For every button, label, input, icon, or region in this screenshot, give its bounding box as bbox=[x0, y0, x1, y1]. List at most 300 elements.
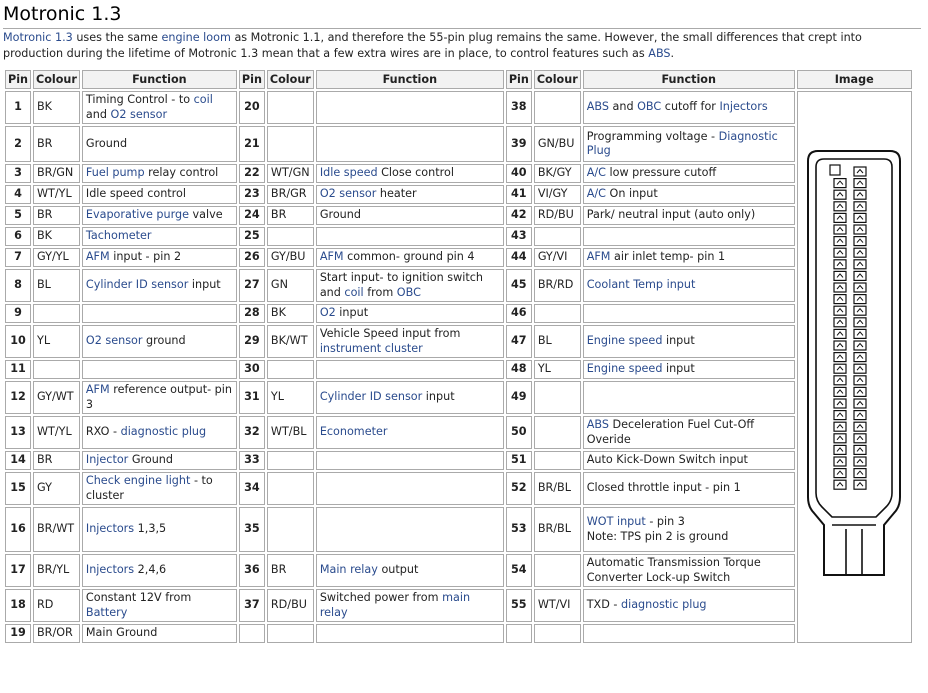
pin-function bbox=[82, 227, 237, 246]
pin-cavity bbox=[834, 457, 846, 466]
intro-paragraph: Motronic 1.3 uses the same engine loom as Motronic 1.1, and therefore the 55-pin plug remains the same. However, the small differences that crept into production during the lifetime of Motronic 1.3 mean that a few extra wires are in place, to control features such as ABS. bbox=[3, 31, 862, 60]
pin-number: 52 bbox=[506, 472, 532, 505]
pin-cavity bbox=[854, 283, 866, 292]
pin-function bbox=[583, 269, 795, 302]
pin-cavity bbox=[834, 318, 846, 327]
pin-cavity bbox=[854, 167, 866, 176]
pin-number: 55 bbox=[506, 589, 532, 622]
table-row bbox=[5, 304, 912, 323]
pin-number: 24 bbox=[239, 206, 265, 225]
wire-colour: BR/OR bbox=[33, 624, 80, 643]
pin-cavity bbox=[854, 190, 866, 199]
pin-number: 28 bbox=[239, 304, 265, 323]
pin-cavity bbox=[854, 468, 866, 477]
wiki-link[interactable]: Injector bbox=[85, 453, 129, 467]
pin-number: 8 bbox=[5, 269, 31, 302]
pin-function bbox=[316, 624, 504, 643]
pin-number bbox=[239, 624, 265, 643]
pin-cavity bbox=[834, 399, 846, 408]
wire-colour: BR bbox=[267, 206, 314, 225]
connector-key bbox=[830, 165, 840, 175]
wiki-link[interactable]: main relay bbox=[319, 591, 471, 619]
wiki-link[interactable]: A/C bbox=[586, 187, 606, 201]
pin-cavity bbox=[854, 480, 866, 489]
wiki-link[interactable]: diagnostic plug bbox=[120, 425, 207, 439]
wire-colour: BR bbox=[33, 206, 80, 225]
wire-colour bbox=[267, 624, 314, 643]
wiki-link[interactable]: Engine speed bbox=[586, 362, 663, 376]
wire-colour bbox=[534, 381, 581, 414]
pin-cavity bbox=[834, 434, 846, 443]
pin-cavity bbox=[854, 422, 866, 431]
pin-cavity bbox=[834, 352, 846, 361]
wiki-link[interactable]: Engine speed bbox=[586, 334, 663, 348]
pin-number: 1 bbox=[5, 91, 31, 124]
pin-function bbox=[316, 416, 504, 449]
pin-number: 47 bbox=[506, 325, 532, 358]
pin-cavity bbox=[834, 306, 846, 315]
table-row bbox=[5, 554, 912, 587]
pin-cavity bbox=[834, 410, 846, 419]
wiki-link[interactable]: AFM bbox=[85, 383, 110, 396]
pin-function: WOT input - pin 3 Note: TPS pin 2 is ground bbox=[583, 507, 795, 552]
table-row bbox=[5, 206, 912, 225]
pin-cavity bbox=[854, 178, 866, 187]
table-row bbox=[5, 185, 912, 204]
table-row bbox=[5, 416, 912, 449]
pin-cavity bbox=[854, 434, 866, 443]
wiki-link[interactable]: Econometer bbox=[319, 425, 388, 439]
wiki-link[interactable]: ABS bbox=[586, 418, 609, 431]
pin-cavity bbox=[834, 178, 846, 187]
pin-number: 17 bbox=[5, 554, 31, 587]
wire-colour: YL bbox=[267, 381, 314, 414]
pin-number: 15 bbox=[5, 472, 31, 505]
wiki-link[interactable]: ABS bbox=[648, 46, 671, 60]
wiki-link[interactable]: Injectors bbox=[85, 522, 135, 536]
wire-colour: BK bbox=[267, 304, 314, 323]
pin-cavity bbox=[834, 271, 846, 280]
pin-function: Injector Ground bbox=[82, 451, 237, 470]
pin-number: 34 bbox=[239, 472, 265, 505]
wire-colour bbox=[267, 91, 314, 124]
connector-pinout-drawing bbox=[804, 145, 904, 585]
wire-colour bbox=[534, 91, 581, 124]
pin-number: 51 bbox=[506, 451, 532, 470]
pin-number bbox=[506, 624, 532, 643]
pin-function: Main relay output bbox=[316, 554, 504, 587]
table-row bbox=[5, 472, 912, 505]
wiki-link[interactable]: O2 bbox=[319, 306, 336, 320]
pin-cavity bbox=[834, 341, 846, 350]
pin-function: Programming voltage - Diagnostic Plug bbox=[583, 126, 795, 162]
pin-cavity bbox=[854, 248, 866, 257]
wiki-link[interactable]: coil bbox=[193, 93, 213, 106]
wiki-link[interactable]: diagnostic plug bbox=[620, 598, 707, 612]
wire-colour: GY/VI bbox=[534, 248, 581, 267]
header-colour: Colour bbox=[33, 70, 80, 89]
wire-colour: BR/GR bbox=[267, 185, 314, 204]
pin-function bbox=[316, 227, 504, 246]
pin-number: 32 bbox=[239, 416, 265, 449]
wire-colour: GN bbox=[267, 269, 314, 302]
pin-cavity bbox=[834, 387, 846, 396]
wire-colour: GY/YL bbox=[33, 248, 80, 267]
wire-colour bbox=[33, 360, 80, 379]
header-colour: Colour bbox=[534, 70, 581, 89]
wire-colour bbox=[267, 360, 314, 379]
wiki-link[interactable]: Cylinder ID sensor bbox=[319, 390, 423, 404]
pin-cavity bbox=[834, 225, 846, 234]
wiki-link[interactable]: Cylinder ID sensor bbox=[85, 278, 189, 292]
header-pin: Pin bbox=[506, 70, 532, 89]
pin-cavity bbox=[834, 480, 846, 489]
wire-colour bbox=[267, 126, 314, 162]
pin-function: Injectors 1,3,5 bbox=[82, 507, 237, 552]
wiki-link[interactable]: Check engine light bbox=[85, 474, 191, 487]
pin-function: Fuel pump relay control bbox=[82, 164, 237, 183]
pin-function: Auto Kick-Down Switch input bbox=[583, 451, 795, 470]
page-title: Motronic 1.3 bbox=[3, 2, 921, 29]
pin-function: Check engine light - to cluster bbox=[82, 472, 237, 505]
header-colour: Colour bbox=[267, 70, 314, 89]
wiki-link[interactable]: AFM bbox=[586, 250, 611, 264]
pin-number: 37 bbox=[239, 589, 265, 622]
pin-function bbox=[316, 451, 504, 470]
table-row bbox=[5, 589, 912, 622]
pin-cavity bbox=[834, 364, 846, 373]
wire-colour bbox=[267, 451, 314, 470]
wire-colour: GY/WT bbox=[33, 381, 80, 414]
pin-function bbox=[316, 507, 504, 552]
wire-colour: WT/BL bbox=[267, 416, 314, 449]
pin-number: 31 bbox=[239, 381, 265, 414]
pin-cavity bbox=[834, 422, 846, 431]
pin-number: 11 bbox=[5, 360, 31, 379]
wire-colour bbox=[534, 416, 581, 449]
wire-colour: BK/WT bbox=[267, 325, 314, 358]
wire-colour: WT/YL bbox=[33, 416, 80, 449]
pin-cavity bbox=[854, 399, 866, 408]
wire-colour bbox=[534, 227, 581, 246]
wire-colour: BR/BL bbox=[534, 472, 581, 505]
pin-number: 13 bbox=[5, 416, 31, 449]
wire-colour: BR/WT bbox=[33, 507, 80, 552]
pin-function: ABS and OBC cutoff for Injectors bbox=[583, 91, 795, 124]
pin-cavity bbox=[854, 329, 866, 338]
pin-cavity bbox=[854, 376, 866, 385]
wiki-link[interactable]: engine loom bbox=[161, 31, 231, 44]
pin-number: 6 bbox=[5, 227, 31, 246]
wiki-link[interactable]: A/C bbox=[586, 166, 606, 180]
pin-number: 21 bbox=[239, 126, 265, 162]
pin-number: 46 bbox=[506, 304, 532, 323]
pin-function bbox=[316, 360, 504, 379]
header-pin: Pin bbox=[5, 70, 31, 89]
pin-cavity bbox=[834, 202, 846, 211]
pin-number: 43 bbox=[506, 227, 532, 246]
pin-cavity bbox=[834, 329, 846, 338]
wire-colour bbox=[534, 451, 581, 470]
wire-colour: YL bbox=[33, 325, 80, 358]
pin-function bbox=[82, 304, 237, 323]
wiki-link[interactable]: AFM bbox=[319, 250, 344, 264]
wire-colour: BR/YL bbox=[33, 554, 80, 587]
wiki-link[interactable]: coil bbox=[344, 285, 364, 299]
wire-colour bbox=[267, 472, 314, 505]
pin-number: 26 bbox=[239, 248, 265, 267]
wire-colour: BL bbox=[33, 269, 80, 302]
wire-colour: RD bbox=[33, 589, 80, 622]
table-row bbox=[5, 507, 912, 552]
wiki-link[interactable]: WOT input bbox=[586, 515, 646, 528]
pin-number: 3 bbox=[5, 164, 31, 183]
pin-function: A/C On input bbox=[583, 185, 795, 204]
wire-colour: WT/YL bbox=[33, 185, 80, 204]
pin-cavity bbox=[854, 352, 866, 361]
wire-colour: RD/BU bbox=[267, 589, 314, 622]
wire-colour: WT/GN bbox=[267, 164, 314, 183]
pin-function: O2 input bbox=[316, 304, 504, 323]
pin-function: Cylinder ID sensor input bbox=[316, 381, 504, 414]
table-row bbox=[5, 624, 912, 643]
table-row bbox=[5, 126, 912, 162]
pin-cavity bbox=[854, 318, 866, 327]
pin-number: 45 bbox=[506, 269, 532, 302]
pin-number: 30 bbox=[239, 360, 265, 379]
pin-number: 41 bbox=[506, 185, 532, 204]
pin-cavity bbox=[834, 283, 846, 292]
pin-number: 38 bbox=[506, 91, 532, 124]
wire-colour: BK bbox=[33, 227, 80, 246]
pin-number: 35 bbox=[239, 507, 265, 552]
pin-function bbox=[583, 227, 795, 246]
wire-colour: GN/BU bbox=[534, 126, 581, 162]
pin-function: Vehicle Speed input from instrument cluster bbox=[316, 325, 504, 358]
pin-function bbox=[316, 126, 504, 162]
table-row bbox=[5, 325, 912, 358]
table-header-row bbox=[5, 70, 912, 89]
pin-cavity bbox=[854, 260, 866, 269]
wiki-link[interactable]: Tachometer bbox=[85, 229, 152, 243]
pin-function: AFM input - pin 2 bbox=[82, 248, 237, 267]
pin-cavity bbox=[834, 213, 846, 222]
wire-colour: RD/BU bbox=[534, 206, 581, 225]
pin-number: 53 bbox=[506, 507, 532, 552]
wiki-link[interactable]: Motronic 1.3 bbox=[3, 31, 73, 44]
wiki-link[interactable]: OBC bbox=[637, 100, 662, 114]
pin-cavity bbox=[854, 387, 866, 396]
pin-number: 29 bbox=[239, 325, 265, 358]
pin-function: Main Ground bbox=[82, 624, 237, 643]
pin-cavity bbox=[854, 457, 866, 466]
image-cell bbox=[797, 91, 912, 643]
pin-cavity bbox=[854, 306, 866, 315]
table-row bbox=[5, 451, 912, 470]
pin-function: O2 sensor ground bbox=[82, 325, 237, 358]
wiki-link[interactable]: Battery bbox=[85, 605, 128, 619]
pin-number: 18 bbox=[5, 589, 31, 622]
pin-number: 50 bbox=[506, 416, 532, 449]
wiki-link[interactable]: Diagnostic Plug bbox=[586, 129, 778, 157]
wire-colour: BR bbox=[33, 451, 80, 470]
wiki-link[interactable]: AFM bbox=[85, 250, 110, 264]
pin-function: Timing Control - to coil and O2 sensor bbox=[82, 91, 237, 124]
wire-colour: YL bbox=[534, 360, 581, 379]
pin-number: 42 bbox=[506, 206, 532, 225]
pin-number: 40 bbox=[506, 164, 532, 183]
pin-number: 16 bbox=[5, 507, 31, 552]
pin-function: Start input- to ignition switch and coil from OBC bbox=[316, 269, 504, 302]
pin-cavity bbox=[834, 468, 846, 477]
wire-colour: BR bbox=[267, 554, 314, 587]
table-row bbox=[5, 248, 912, 267]
pin-number: 2 bbox=[5, 126, 31, 162]
wiki-link[interactable]: O2 sensor bbox=[85, 334, 143, 348]
table-row bbox=[5, 381, 912, 414]
pin-number: 33 bbox=[239, 451, 265, 470]
pin-number: 27 bbox=[239, 269, 265, 302]
table-row bbox=[5, 269, 912, 302]
pin-cavity bbox=[834, 260, 846, 269]
wiki-link[interactable]: ABS bbox=[586, 100, 609, 114]
pin-function: Park/ neutral input (auto only) bbox=[583, 206, 795, 225]
wire-colour bbox=[534, 304, 581, 323]
pin-number: 20 bbox=[239, 91, 265, 124]
wiki-link[interactable]: O2 sensor bbox=[319, 187, 377, 201]
wiki-link[interactable]: Evaporative purge bbox=[85, 208, 189, 222]
pin-cavity bbox=[854, 364, 866, 373]
pin-number: 54 bbox=[506, 554, 532, 587]
pin-function: A/C low pressure cutoff bbox=[583, 164, 795, 183]
pin-function: AFM air inlet temp- pin 1 bbox=[583, 248, 795, 267]
pin-cavity bbox=[854, 271, 866, 280]
table-row bbox=[5, 360, 912, 379]
wire-colour: WT/VI bbox=[534, 589, 581, 622]
pin-number: 48 bbox=[506, 360, 532, 379]
pin-function: Evaporative purge valve bbox=[82, 206, 237, 225]
pin-function: ABS Deceleration Fuel Cut-Off Overide bbox=[583, 416, 795, 449]
wire-colour: GY bbox=[33, 472, 80, 505]
wiki-link[interactable]: O2 sensor bbox=[110, 107, 168, 121]
wire-colour: BR/BL bbox=[534, 507, 581, 552]
wire-colour: GY/BU bbox=[267, 248, 314, 267]
pin-number: 36 bbox=[239, 554, 265, 587]
pin-number: 22 bbox=[239, 164, 265, 183]
pin-function: Idle speed Close control bbox=[316, 164, 504, 183]
wire-colour bbox=[534, 624, 581, 643]
pin-function: Constant 12V from Battery bbox=[82, 589, 237, 622]
wire-colour: VI/GY bbox=[534, 185, 581, 204]
header-function: Function bbox=[82, 70, 237, 89]
pin-function: Engine speed input bbox=[583, 325, 795, 358]
pin-function: RXO - diagnostic plug bbox=[82, 416, 237, 449]
table-row bbox=[5, 227, 912, 246]
pin-function bbox=[316, 91, 504, 124]
pin-cavity bbox=[854, 445, 866, 454]
pin-number: 19 bbox=[5, 624, 31, 643]
pin-function: Switched power from main relay bbox=[316, 589, 504, 622]
pin-number: 49 bbox=[506, 381, 532, 414]
pin-function bbox=[82, 360, 237, 379]
wire-colour: BR bbox=[33, 126, 80, 162]
table-row bbox=[5, 164, 912, 183]
wiki-link[interactable]: Injectors bbox=[719, 100, 768, 114]
wiki-link[interactable]: Fuel pump bbox=[85, 166, 145, 180]
pin-function: Ground bbox=[82, 126, 237, 162]
wire-colour bbox=[267, 507, 314, 552]
header-pin: Pin bbox=[239, 70, 265, 89]
pin-number: 39 bbox=[506, 126, 532, 162]
pin-number: 9 bbox=[5, 304, 31, 323]
wiki-link[interactable]: Coolant Temp input bbox=[586, 278, 696, 292]
wiki-link[interactable]: OBC bbox=[396, 285, 421, 299]
pin-number: 25 bbox=[239, 227, 265, 246]
pin-number: 12 bbox=[5, 381, 31, 414]
wire-colour bbox=[33, 304, 80, 323]
pin-cavity bbox=[834, 445, 846, 454]
pin-cavity bbox=[834, 248, 846, 257]
pin-function: AFM common- ground pin 4 bbox=[316, 248, 504, 267]
pin-cavity bbox=[834, 376, 846, 385]
pin-function: O2 sensor heater bbox=[316, 185, 504, 204]
wire-colour bbox=[534, 554, 581, 587]
pin-function: AFM reference output- pin 3 bbox=[82, 381, 237, 414]
pin-cavity bbox=[834, 294, 846, 303]
header-function: Function bbox=[316, 70, 504, 89]
pin-function: Idle speed control bbox=[82, 185, 237, 204]
wire-colour: BR/RD bbox=[534, 269, 581, 302]
table-row bbox=[5, 91, 912, 124]
pin-number: 44 bbox=[506, 248, 532, 267]
pin-cavity bbox=[854, 213, 866, 222]
wire-colour: BL bbox=[534, 325, 581, 358]
wire-colour bbox=[267, 227, 314, 246]
pin-cavity bbox=[854, 410, 866, 419]
pin-cavity bbox=[854, 294, 866, 303]
pin-cavity bbox=[854, 225, 866, 234]
wiki-link[interactable]: Main relay bbox=[319, 563, 378, 577]
pin-number: 4 bbox=[5, 185, 31, 204]
pin-number: 5 bbox=[5, 206, 31, 225]
pin-cavity bbox=[854, 236, 866, 245]
wire-colour: BR/GN bbox=[33, 164, 80, 183]
pin-number: 23 bbox=[239, 185, 265, 204]
pin-function: TXD - diagnostic plug bbox=[583, 589, 795, 622]
pin-cavity bbox=[834, 236, 846, 245]
pin-function: Cylinder ID sensor input bbox=[82, 269, 237, 302]
wiki-link[interactable]: Injectors bbox=[85, 563, 135, 577]
pin-function: Automatic Transmission Torque Converter Lock-up Switch bbox=[583, 554, 795, 587]
wiki-link[interactable]: Idle speed bbox=[319, 166, 378, 180]
pin-function: Ground bbox=[316, 206, 504, 225]
wiki-link[interactable]: instrument cluster bbox=[319, 341, 423, 355]
pin-cavity bbox=[854, 202, 866, 211]
pin-function bbox=[583, 381, 795, 414]
pin-function bbox=[583, 624, 795, 643]
pin-cavity bbox=[854, 341, 866, 350]
pin-number: 7 bbox=[5, 248, 31, 267]
pin-number: 10 bbox=[5, 325, 31, 358]
pinout-table bbox=[3, 68, 914, 645]
pin-function bbox=[583, 304, 795, 323]
header-image: Image bbox=[797, 70, 912, 89]
wire-colour: BK/GY bbox=[534, 164, 581, 183]
pin-function bbox=[316, 472, 504, 505]
pin-function: Injectors 2,4,6 bbox=[82, 554, 237, 587]
pin-number: 14 bbox=[5, 451, 31, 470]
wire-colour: BK bbox=[33, 91, 80, 124]
